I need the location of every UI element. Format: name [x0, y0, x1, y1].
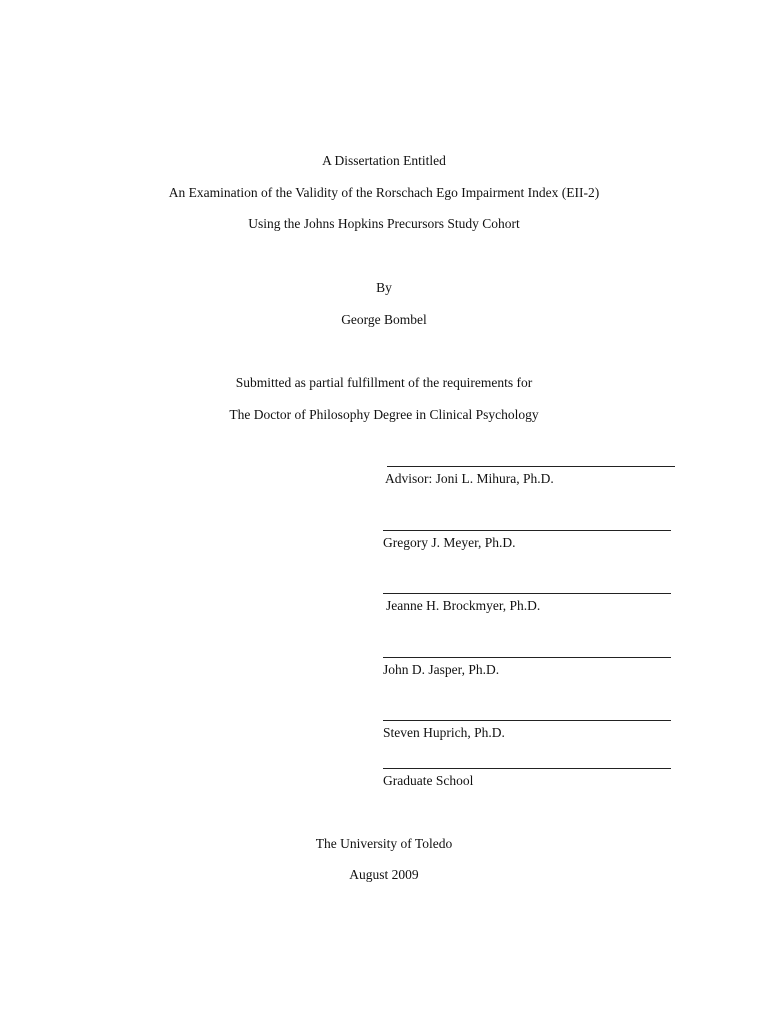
signature-name-jasper: John D. Jasper, Ph.D.	[383, 662, 500, 677]
signature-name-meyer: Gregory J. Meyer, Ph.D.	[383, 535, 516, 550]
signature-name-huprich: Steven Huprich, Ph.D.	[383, 725, 505, 740]
by-label: By	[376, 280, 392, 295]
signature-line-huprich	[383, 720, 671, 721]
submission-line-1: Submitted as partial fulfillment of the requirements for	[235, 375, 533, 390]
title-line-3: Using the Johns Hopkins Precursors Study Cohort	[248, 216, 520, 231]
signature-name-brockmyer: Jeanne H. Brockmyer, Ph.D.	[386, 598, 541, 613]
institution: The University of Toledo	[315, 836, 453, 851]
author-name: George Bombel	[341, 312, 427, 327]
submission-line-2: The Doctor of Philosophy Degree in Clinical Psychology	[229, 407, 539, 422]
title-line-1: A Dissertation Entitled	[322, 153, 446, 168]
signature-line-meyer	[383, 530, 671, 531]
signature-name-advisor: Advisor: Joni L. Mihura, Ph.D.	[385, 471, 554, 486]
signature-line-advisor	[387, 466, 675, 467]
date: August 2009	[349, 867, 419, 882]
signature-name-graduate-school: Graduate School	[383, 773, 474, 788]
title-line-2: An Examination of the Validity of the Rorschach Ego Impairment Index (EII-2)	[168, 185, 600, 200]
signature-line-graduate-school	[383, 768, 671, 769]
signature-line-brockmyer	[383, 593, 671, 594]
signature-line-jasper	[383, 657, 671, 658]
